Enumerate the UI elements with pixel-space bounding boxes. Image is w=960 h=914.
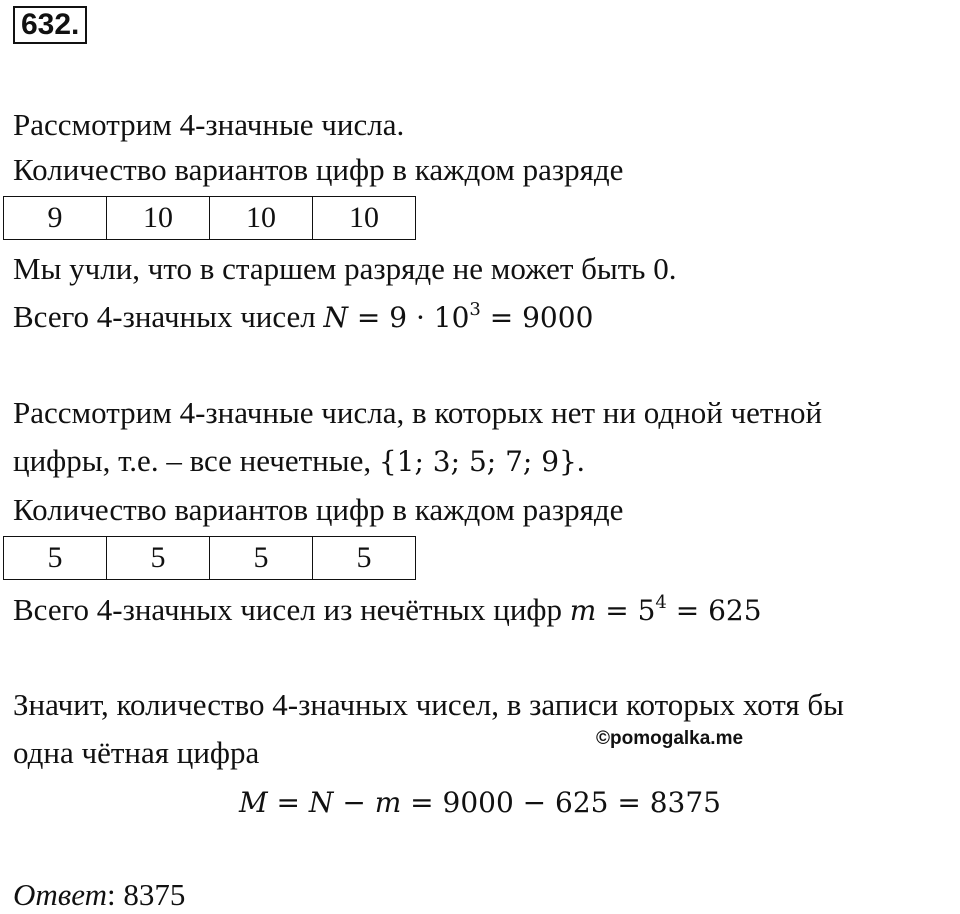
answer	[13, 876, 185, 914]
digit-cell: 5	[107, 537, 210, 580]
digit-cell: 10	[313, 197, 416, 240]
watermark: ©pomogalka.me	[596, 728, 744, 749]
section2-total-text: Всего 4-значных чисел из нечётных цифр	[13, 592, 562, 627]
section2-total	[13, 591, 762, 630]
digit-cell: 5	[4, 537, 107, 580]
table-row	[4, 537, 416, 580]
section2-intro-line1: Рассмотрим 4-значные числа, в которых нет ни одной четной	[13, 395, 823, 430]
answer-value: : 8375	[106, 877, 186, 912]
table-row	[4, 197, 416, 240]
section1-intro: Рассмотрим 4-значные числа.	[13, 107, 405, 142]
formula-part: = 9000	[480, 301, 594, 334]
problem-number: 632.	[13, 6, 87, 44]
exponent: 4	[655, 592, 667, 613]
intro-text: цифры, т.е. – все нечетные,	[13, 443, 379, 478]
exponent: 3	[469, 299, 481, 320]
intro-end: .	[576, 443, 585, 478]
odd-digits-set: {1; 3; 5; 7; 9}	[378, 445, 577, 478]
var-M: M	[238, 786, 268, 819]
formula-part: = 625	[666, 594, 762, 627]
formula-part: = 9000 − 625 = 8375	[401, 786, 721, 819]
digit-cell: 10	[210, 197, 313, 240]
digit-cell: 5	[313, 537, 416, 580]
section1-digits-table	[3, 196, 416, 240]
section1-note: Мы учли, что в старшем разряде не может быть 0.	[13, 251, 677, 286]
var-m: m	[374, 786, 402, 819]
var-m: m	[569, 594, 597, 627]
digit-cell: 9	[4, 197, 107, 240]
digit-cell: 5	[210, 537, 313, 580]
section2-total-formula	[570, 594, 762, 627]
section2-intro-line2	[13, 442, 585, 481]
section1-total	[13, 298, 593, 337]
section3-line2: одна чётная цифра	[13, 735, 260, 770]
answer-label: Ответ	[13, 877, 107, 912]
var-N: N	[323, 301, 348, 334]
formula-part: = 5	[596, 594, 656, 627]
formula-part: =	[267, 786, 309, 819]
section2-digits-table	[3, 536, 416, 580]
formula-part: = 9 · 10	[348, 301, 470, 334]
section2-variants-caption: Количество вариантов цифр в каждом разряде	[13, 492, 624, 527]
var-N: N	[308, 786, 334, 819]
final-formula-math	[239, 786, 721, 819]
final-formula	[0, 783, 960, 822]
section1-total-text: Всего 4-значных чисел	[13, 299, 316, 334]
formula-part: −	[333, 786, 375, 819]
digit-cell: 10	[107, 197, 210, 240]
section1-variants-caption: Количество вариантов цифр в каждом разряде	[13, 152, 624, 187]
section3-line1: Значит, количество 4-значных чисел, в записи которых хотя бы	[13, 687, 844, 722]
section1-total-formula	[324, 301, 594, 334]
